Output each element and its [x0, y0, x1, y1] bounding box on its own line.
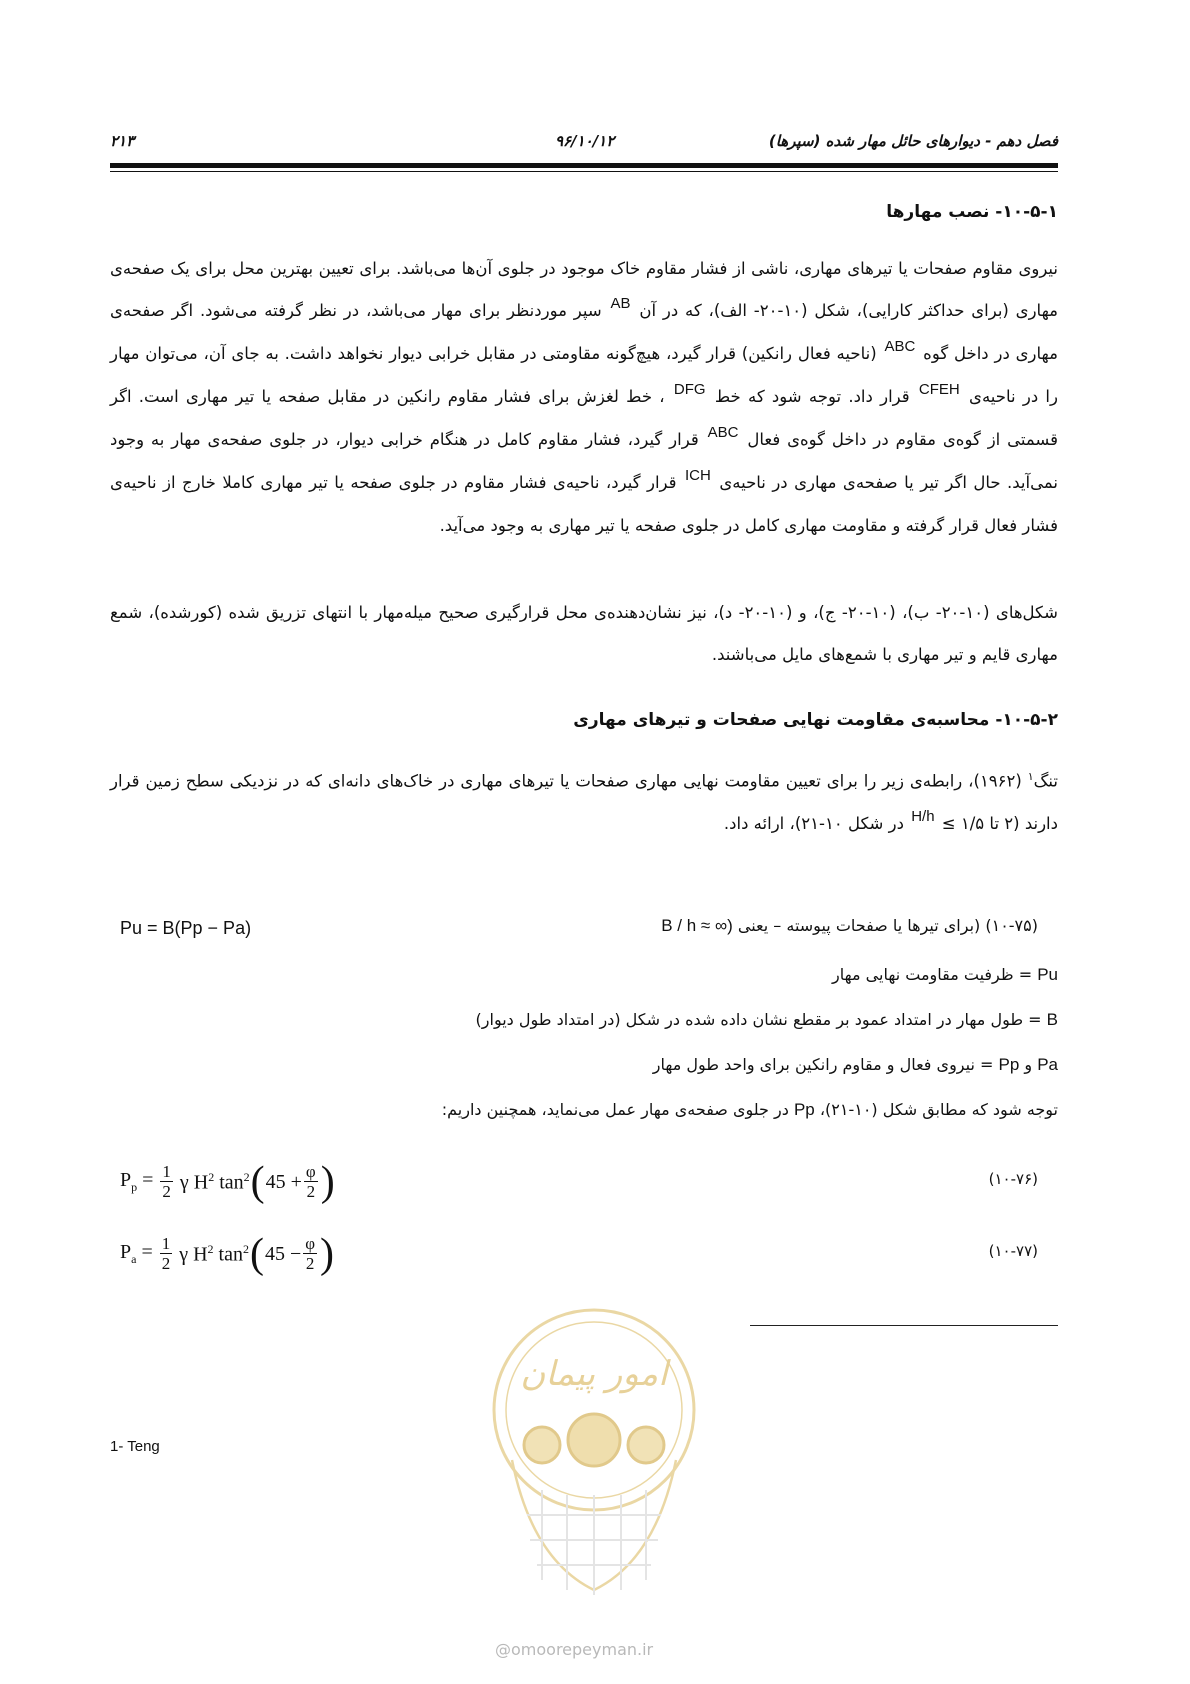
definition-item — [198, 952, 1058, 997]
footnote: 1- Teng — [110, 1438, 160, 1455]
definition-item: Pa و Pp = نیروی فعال و مقاوم رانکین برای واحد طول مهار — [652, 1055, 1058, 1074]
equation-77 — [120, 1224, 1038, 1284]
section-2-paragraph-1: تنگ$^۱$ (۱۹۶۲)، رابطه‌ی زیر را برای تعیین مقاومت نهایی مهاری صفحات یا تیرهای مهاری در خاک‌های دانه‌ای که در نزدیکی سطح زمین قرار دارند (۲ تا ۱/۵ ≥ H/h در شکل ۱۰-۲۱)، ارائه داد. — [110, 770, 1058, 833]
note-line: توجه شود که مطابق شکل (۱۰-۲۱)، Pp در جلوی صفحه‌ی مهار عمل می‌نماید، همچنین داریم: — [441, 1100, 1058, 1119]
page-number: ۲۱۳ — [110, 132, 135, 150]
equation-76-number: (۱۰-۷۶) — [988, 1170, 1038, 1188]
math-symbol: CFEH — [918, 381, 960, 398]
definition-text: = طول مهار در امتداد عمود بر مقطع نشان داده شده در شکل (در امتداد طول دیوار) — [475, 1010, 1042, 1029]
header-date: ۹۶/۱۰/۱۲ — [555, 132, 615, 150]
section-1-paragraph-1: نیروی مقاوم صفحات یا تیرهای مهاری، ناشی از فشار مقاوم خاک موجود در جلوی آن‌ها می‌باشد. برای تعیین بهترین محل برای یک صفحه‌ی مهاری (برای حداکثر کارایی)، شکل (۱۰-۲۰- الف)، که در آن AB سپر موردنظر برای مهار می‌باشد، در نظر گرفته می‌شود. اگر صفحه‌ی مهاری در داخل گوه ABC (ناحیه فعال رانکین) قرار گیرد، هیچ‌گونه مقاومتی در مقابل خرابی دیوار نخواهد داشت. به جای آن، می‌توان مهار را در ناحیه‌ی CFEH قرار داد. توجه شود که خط DFG ، خط لغزش برای فشار مقاوم رانکین در مقابل صفحه یا تیر مهاری است. اگر قسمتی از گوه‌ی مقاوم در داخل گوه‌ی فعال ABC قرار گیرد، فشار مقاوم کامل در هنگام خرابی دیوار، در جلوی صفحه‌ی مهار به وجود نمی‌آید. حال اگر تیر یا صفحه‌ی مهاری در ناحیه‌ی ICH قرار گیرد، ناحیه‌ی فشار مقاوم در جلوی صفحه یا تیر مهاری کاملا خارج از ناحیه‌ی فشار فعال قرار گرفته و مقاومت مهاری کامل در جلوی صفحه یا تیر مهاری به وجود می‌آید. — [110, 259, 1059, 535]
math-symbol: DFG — [673, 381, 706, 398]
equation-77-formula: $P_a$ = $\frac{1}{2}$ γ $H^2$ $\tan^2$ ( 45 − $\frac{\varphi}{2}$ ) — [120, 1231, 335, 1277]
definition-text: = ظرفیت مقاومت نهایی مهار — [832, 965, 1033, 984]
definition-symbol: Pa — [1037, 1055, 1058, 1074]
definition-symbol: B — [1046, 1010, 1058, 1029]
equation-75 — [120, 908, 1038, 948]
definition-symbol: Pp — [998, 1055, 1020, 1074]
page-header — [110, 128, 1058, 158]
math-symbol: H/h — [911, 807, 935, 825]
definitions-list — [198, 952, 1058, 1132]
math-symbol: Pp — [793, 1100, 815, 1119]
definition-text: = نیروی فعال و مقاوم رانکین برای واحد طول مهار — [652, 1055, 994, 1074]
equation-76-formula: $P_p$ = $\frac{1}{2}$ γ $H^2$ $\tan^2$ ( 45 + $\frac{\varphi}{2}$ ) — [120, 1159, 335, 1205]
math-symbol: AB — [610, 295, 631, 312]
footnote-marker: ۱ — [1027, 770, 1034, 783]
section-1 — [110, 202, 1058, 222]
section-2 — [110, 710, 1058, 730]
section-1-title: ۱۰-۵-۱- نصب مهارها — [886, 202, 1058, 222]
section-1-paragraph-2: شکل‌های (۱۰-۲۰- ب)، (۱۰-۲۰- ج)، و (۱۰-۲۰- د)، نیز نشان‌دهنده‌ی محل قرارگیری صحیح میله‌مهار با انتهای تزریق شده (کورشده)، شمع مهاری قایم و تیر مهاری با شمع‌های مایل می‌باشند. — [110, 603, 1058, 664]
header-rule-thick — [110, 163, 1058, 168]
watermark-url: @omoorepeyman.ir — [495, 1640, 654, 1659]
equation-75-formula: Pu = B(Pp − Pa) — [120, 917, 252, 938]
watermark-logo — [472, 1290, 716, 1610]
math-symbol: ABC — [707, 424, 739, 441]
footnote-separator — [750, 1325, 1058, 1326]
watermark-logo-text: امور پیمان — [520, 1354, 668, 1394]
section-2-title: ۱۰-۵-۲- محاسبه‌ی مقاومت نهایی صفحات و تیرهای مهاری — [573, 710, 1058, 730]
equation-75-condition: B / h ≈ ∞) — [661, 916, 733, 935]
math-symbol: ABC — [884, 338, 916, 355]
definition-item — [198, 997, 1058, 1042]
equation-76 — [120, 1152, 1038, 1212]
equation-75-description: (۱۰-۷۵) (برای تیرها یا صفحات پیوسته – یعنی — [737, 916, 1038, 935]
math-symbol: ICH — [685, 467, 711, 484]
equation-77-number: (۱۰-۷۷) — [988, 1242, 1038, 1260]
definition-symbol: Pu — [1037, 965, 1058, 984]
chapter-title: فصل دهم - دیوارهای حائل مهار شده (سپرها) — [768, 132, 1058, 150]
header-rule-thin — [110, 171, 1058, 172]
